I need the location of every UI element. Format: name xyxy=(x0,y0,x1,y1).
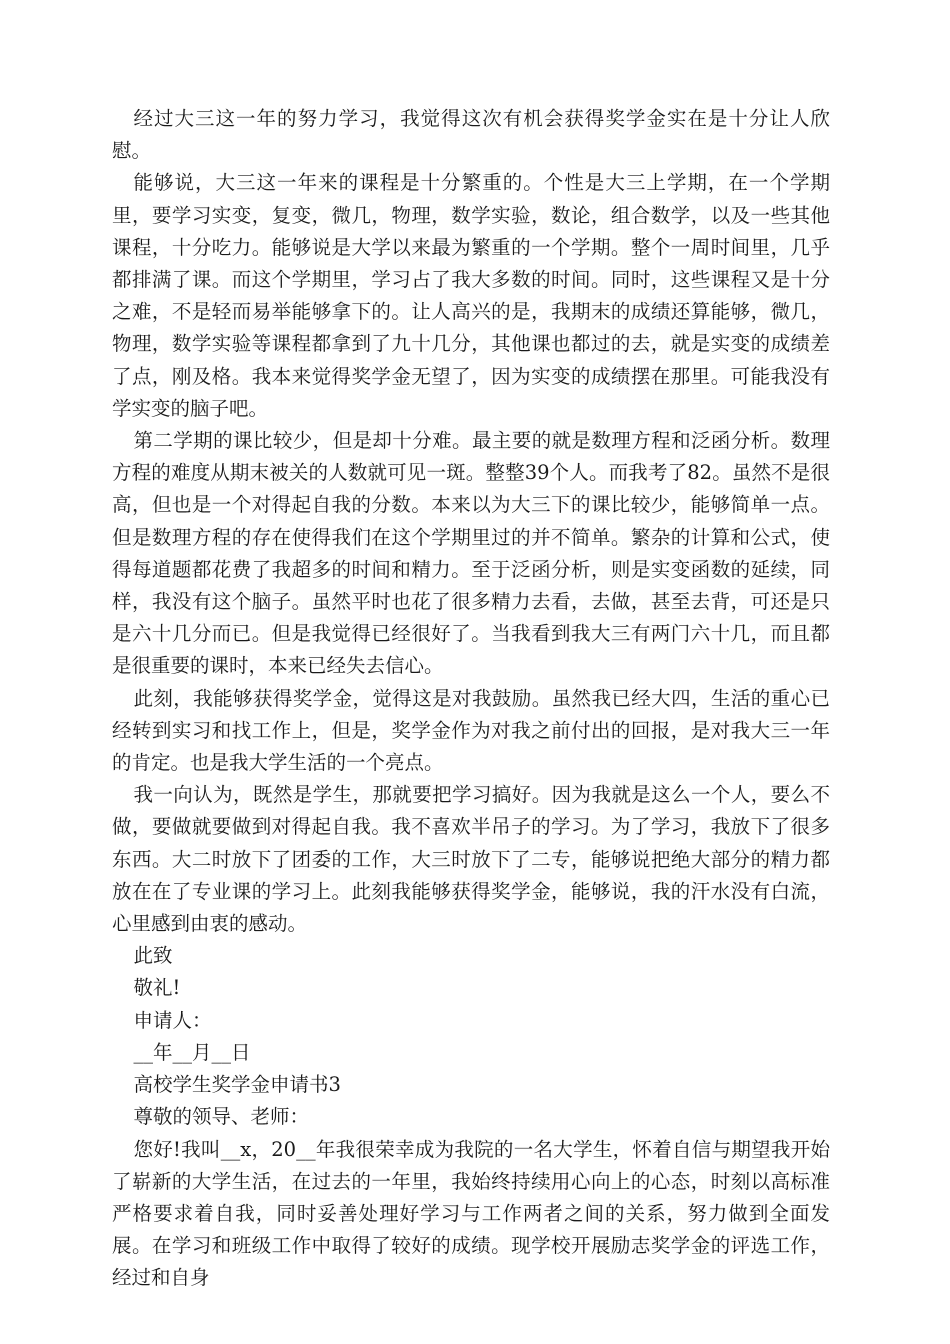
closing-respect: 敬礼! xyxy=(133,976,181,1000)
paragraph-first-semester: 能够说，大三这一年来的课程是十分繁重的。个性是大三上学期，在一个学期里，要学习实变，复变，微几，物理，数学实验，数论，组合数学，以及一些其他课程，十分吃力。能够说是大学以来最为繁重的一个学期。整个一周时间里，几乎都排满了课。而这个学期里，学习占了我大多数的时间。同时，这些课程又是十分之难，不是轻而易举能够拿下的。让人高兴的是，我期末的成绩还算能够，微几，物理，数学实验等课程都拿到了九十几分，其他课也都过的去，就是实变的成绩差了点，刚及格。我本来觉得奖学金无望了，因为实变的成绩摆在那里。可能我没有学实变的脑子吧。 xyxy=(112,171,830,420)
applicant-line: 申请人： xyxy=(133,1008,212,1032)
date-line: __年__月__日 xyxy=(133,1040,251,1064)
paragraph-application-body: 您好!我叫__x，20__年我很荣幸成为我院的一名大学生，怀着自信与期望我开始了崭新的大学生活，在过去的一年里，我始终持续用心向上的心态，时刻以高标准严格要求着自我，同时妥善处理好学习与工作两者之间的关系，努力做到全面发展。在学习和班级工作中取得了较好的成绩。现学校开展励志奖学金的评选工作，经过和自身 xyxy=(112,1137,830,1290)
greeting-line: 尊敬的领导、老师： xyxy=(133,1105,309,1129)
paragraph-study-attitude: 我一向认为，既然是学生，那就要把学习搞好。因为我就是这么一个人，要么不做，要做就要做到对得起自我。我不喜欢半吊子的学习。为了学习，我放下了很多东西。大二时放下了团委的工作，大三时放下了二专，能够说把绝大部分的精力都放在在了专业课的学习上。此刻我能够获得奖学金，能够说，我的汗水没有白流，心里感到由衷的感动。 xyxy=(112,783,830,936)
paragraph-intro: 经过大三这一年的努力学习，我觉得这次有机会获得奖学金实在是十分让人欣慰。 xyxy=(112,107,830,163)
paragraph-second-semester: 第二学期的课比较少，但是却十分难。最主要的就是数理方程和泛函分析。数理方程的难度从期末被关的人数就可见一斑。整整39个人。而我考了82。虽然不是很高，但也是一个对得起自我的分数。本来以为大三下的课比较少，能够简单一点。但是数理方程的存在使得我们在这个学期里过的并不简单。繁杂的计算和公式，使得每道题都花费了我超多的时间和精力。至于泛函分析，则是实变函数的延续，同样，我没有这个脑子。虽然平时也花了很多精力去看，去做，甚至去背，可还是只是六十几分而已。但是我觉得已经很好了。当我看到我大三有两门六十几，而且都是很重要的课时，本来已经失去信心。 xyxy=(112,429,830,678)
document-page xyxy=(112,103,830,1295)
paragraph-scholarship-meaning: 此刻，我能够获得奖学金，觉得这是对我鼓励。虽然我已经大四，生活的重心已经转到实习和找工作上，但是，奖学金作为对我之前付出的回报，是对我大三一年的肯定。也是我大学生活的一个亮点。 xyxy=(112,686,830,775)
section-title: 高校学生奖学金申请书3 xyxy=(133,1073,341,1097)
closing-salutation: 此致 xyxy=(133,944,173,968)
